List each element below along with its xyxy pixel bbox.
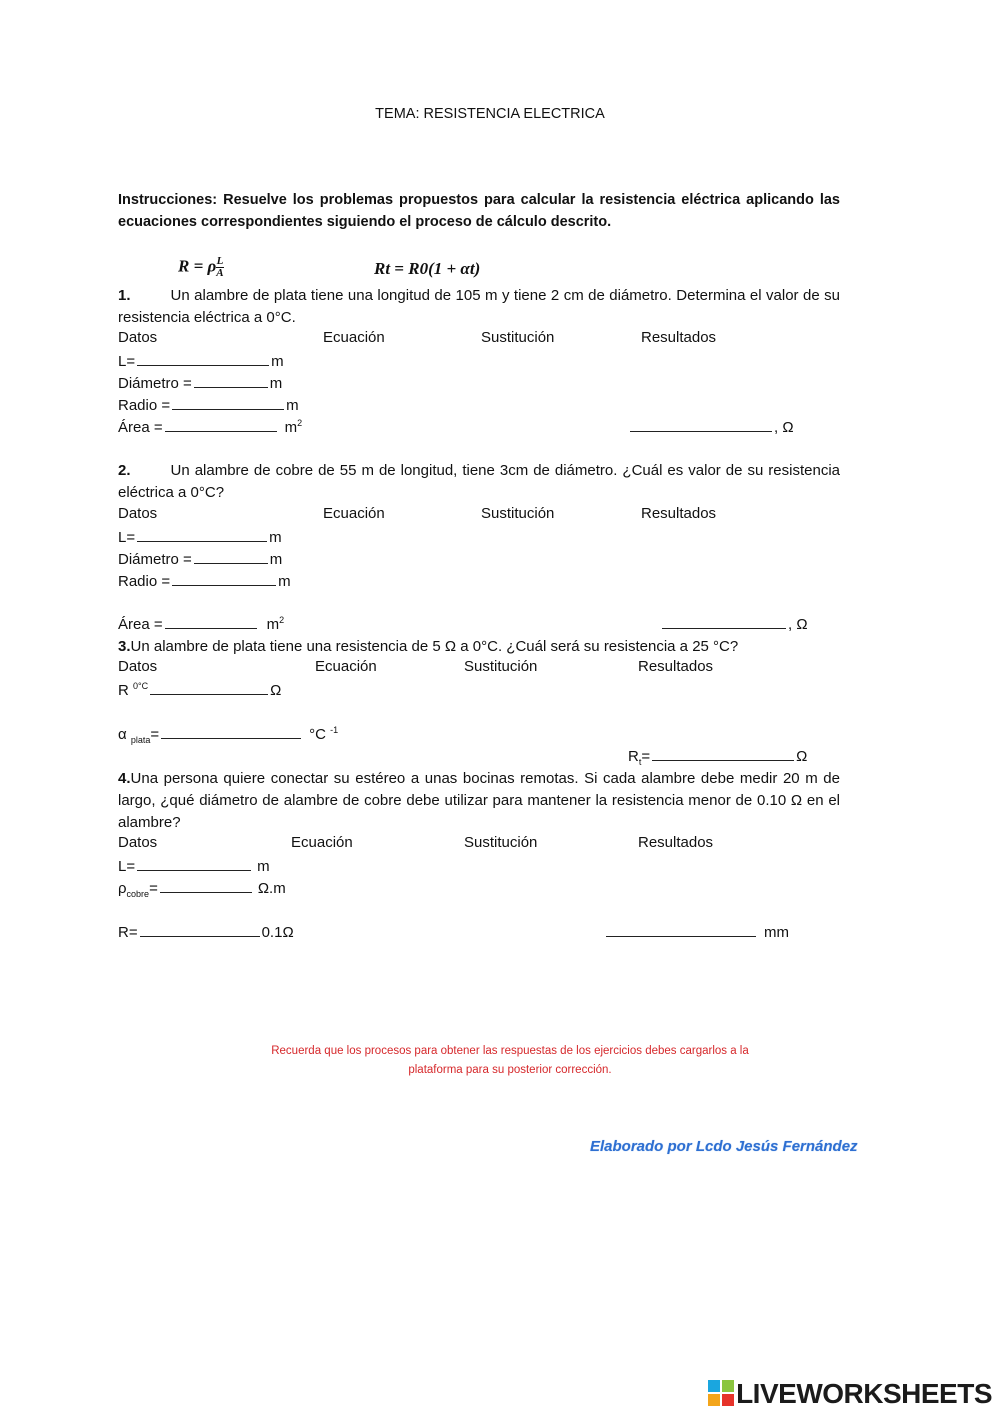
p4-rho-subscript: cobre xyxy=(126,889,150,899)
problem-2-statement: Un alambre de cobre de 55 m de longitud, tiene 3cm de diámetro. ¿Cuál es valor de su resistencia eléctrica a 0°C? xyxy=(118,462,840,501)
p2-diameter-unit: m xyxy=(269,551,283,568)
p1-area-unit: m xyxy=(284,419,298,436)
problem-4-text xyxy=(118,768,840,834)
p2-area-unit: m xyxy=(266,616,280,633)
p4-rho-input[interactable] xyxy=(160,878,252,893)
p3-alpha-equals: = xyxy=(150,726,160,743)
p3-r0-input[interactable] xyxy=(150,680,268,695)
p2-length-label: L= xyxy=(118,529,136,546)
p3-header-ecuacion: Ecuación xyxy=(315,658,377,675)
problem-3-text xyxy=(118,636,840,658)
instructions: Instrucciones: Resuelve los problemas propuestos para calcular la resistencia eléctrica aplicando las ecuaciones correspondientes siguiendo el proceso de cálculo descrito. xyxy=(118,192,840,230)
p3-alpha-exponent: -1 xyxy=(330,725,339,735)
p2-area-label: Área = xyxy=(118,616,163,633)
p4-rho-equals: = xyxy=(149,880,158,897)
p2-header-resultados: Resultados xyxy=(641,505,717,522)
p3-rt-equals: = xyxy=(641,748,651,765)
p2-area-row: Área = $m^2$ xyxy=(118,615,285,633)
p1-radius-label: Radio = xyxy=(118,397,171,414)
p3-r0-row xyxy=(118,680,281,699)
p1-header-ecuacion: Ecuación xyxy=(323,329,385,346)
p1-diameter-label: Diámetro = xyxy=(118,375,192,392)
p2-radius-input[interactable] xyxy=(172,571,276,586)
p3-rt-input[interactable] xyxy=(652,746,794,761)
p3-r0-label: R xyxy=(118,682,129,699)
p2-length-input[interactable] xyxy=(137,527,267,542)
p4-header-datos: Datos xyxy=(118,834,158,851)
p4-result-unit: mm xyxy=(764,924,789,941)
p1-length-input[interactable] xyxy=(137,351,269,366)
p1-length-unit: m xyxy=(271,353,284,370)
p4-result-input[interactable] xyxy=(606,922,756,937)
p2-radius-unit: m xyxy=(278,573,291,590)
p4-rho-label: ρ xyxy=(118,880,127,897)
p2-header-sustitucion: Sustitución xyxy=(481,505,555,522)
p1-result-unit: , Ω xyxy=(774,419,794,436)
p4-length-unit: m xyxy=(257,858,270,875)
formula-temperature: Rt = R0(1 + αt) xyxy=(374,259,481,278)
liveworksheets-logo[interactable] xyxy=(708,1378,992,1410)
author-signature: Elaborado por Lcdo Jesús Fernández xyxy=(590,1138,858,1155)
logo-text: LIVEWORKSHEETS xyxy=(736,1378,992,1409)
formula-resistance-left: R = ρ xyxy=(178,256,217,276)
problem-1-statement: Un alambre de plata tiene una longitud de 105 m y tiene 2 cm de diámetro. Determina el valor de su resistencia eléctrica a 0°C. xyxy=(118,287,840,326)
formula-fraction xyxy=(216,256,223,279)
p4-r-input[interactable] xyxy=(140,922,260,937)
p4-header-resultados: Resultados xyxy=(638,834,714,851)
page-title: TEMA: RESISTENCIA ELECTRICA xyxy=(375,106,605,122)
p3-r0-unit: Ω xyxy=(270,682,282,699)
p1-header-datos: Datos xyxy=(118,329,158,346)
liveworksheets-icon xyxy=(708,1380,734,1406)
p3-header-sustitucion: Sustitución xyxy=(464,658,538,675)
p1-diameter-input[interactable] xyxy=(194,373,268,388)
p1-length-row xyxy=(118,351,284,370)
p4-length-label: L= xyxy=(118,858,136,875)
p3-rt-subscript: t xyxy=(638,757,642,767)
p1-diameter-row xyxy=(118,373,282,392)
upload-note: Recuerda que los procesos para obtener las respuestas de los ejercicios debes cargarlos a la plataforma para su posterior corrección. xyxy=(271,1045,749,1076)
p1-area-input[interactable] xyxy=(165,417,277,432)
p4-r-unit: 0.1Ω xyxy=(261,924,294,941)
problem-2-text xyxy=(118,460,840,504)
p2-diameter-input[interactable] xyxy=(194,549,268,564)
p2-header-ecuacion: Ecuación xyxy=(323,505,385,522)
p3-alpha-row xyxy=(118,724,338,745)
p2-radius-row xyxy=(118,571,291,590)
p3-header-resultados: Resultados xyxy=(638,658,714,675)
p4-length-input[interactable] xyxy=(137,856,251,871)
problem-1-number: 1. xyxy=(118,287,131,304)
problem-4-statement: Una persona quiere conectar su estéreo a unas bocinas remotas. Si cada alambre debe medir 20 m de largo, ¿qué diámetro de alambre de cobre debe utilizar para mantener la resistencia menor de 0.10 Ω en el alambre? xyxy=(118,770,840,831)
p2-area-input[interactable] xyxy=(165,614,257,629)
p4-rho-row xyxy=(118,878,286,899)
p2-result-input[interactable] xyxy=(662,614,786,629)
problem-1-text xyxy=(118,285,840,329)
p1-result-row xyxy=(628,417,794,436)
p4-header-ecuacion: Ecuación xyxy=(291,834,353,851)
problem-4-number: 4. xyxy=(118,770,131,787)
p1-radius-input[interactable] xyxy=(172,395,284,410)
p2-length-unit: m xyxy=(269,529,282,546)
p4-r-row xyxy=(118,922,294,941)
p4-length-row xyxy=(118,856,270,875)
problem-2-number: 2. xyxy=(118,462,131,479)
p3-r0-superscript: 0°C xyxy=(133,681,149,691)
p2-length-row xyxy=(118,527,282,546)
p3-alpha-subscript: plata xyxy=(130,735,151,745)
p2-diameter-label: Diámetro = xyxy=(118,551,192,568)
formula-denominator: A xyxy=(216,267,224,279)
p1-diameter-unit: m xyxy=(269,375,283,392)
p2-diameter-row xyxy=(118,549,282,568)
p3-alpha-label: α xyxy=(118,726,127,743)
p3-rt-label: R xyxy=(628,748,639,765)
problem-3-statement: Un alambre de plata tiene una resistencia de 5 Ω a 0°C. ¿Cuál será su resistencia a 25 °C? xyxy=(130,638,739,655)
p2-header-datos: Datos xyxy=(118,505,158,522)
p1-header-resultados: Resultados xyxy=(641,329,717,346)
p4-r-label: R= xyxy=(118,924,138,941)
formula-numerator: L xyxy=(216,255,224,267)
p1-result-input[interactable] xyxy=(630,417,772,432)
p1-header-sustitucion: Sustitución xyxy=(481,329,555,346)
p4-header-sustitucion: Sustitución xyxy=(464,834,538,851)
p3-alpha-input[interactable] xyxy=(161,724,301,739)
p2-result-row xyxy=(660,614,808,633)
p1-area-row: Área = $m^2$ xyxy=(118,418,303,436)
p3-header-datos: Datos xyxy=(118,658,158,675)
p1-length-label: L= xyxy=(118,353,136,370)
p3-result-row xyxy=(628,746,807,767)
formula-resistance xyxy=(178,256,224,279)
p1-area-label: Área = xyxy=(118,419,163,436)
p4-result-row xyxy=(604,922,789,941)
p1-radius-unit: m xyxy=(286,397,299,414)
p2-radius-label: Radio = xyxy=(118,573,171,590)
p4-rho-unit: Ω.m xyxy=(257,880,286,897)
problem-3-number: 3. xyxy=(118,638,131,655)
p2-result-unit: , Ω xyxy=(788,616,808,633)
p3-alpha-unit: °C xyxy=(309,726,326,743)
p3-rt-unit: Ω xyxy=(796,748,808,765)
p1-radius-row xyxy=(118,395,299,414)
